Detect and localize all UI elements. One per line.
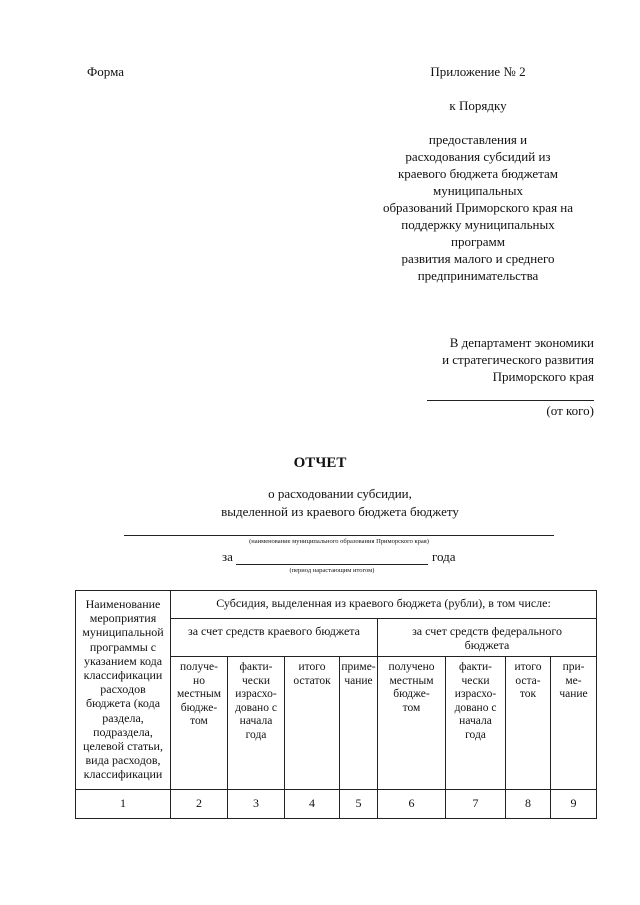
report-subtitle: о расходовании субсидии,: [268, 486, 412, 501]
order-line: образований Приморского края на: [382, 200, 574, 215]
col-balance-federal: итого оста- ток: [506, 657, 551, 790]
to-order: к Порядку: [449, 98, 507, 113]
order-line: поддержку муниципальных: [401, 217, 555, 232]
regional-budget-header: за счет средств краевого бюджета: [171, 619, 378, 657]
column-number: 1: [76, 790, 171, 819]
addressee-line: Приморского края: [492, 369, 594, 384]
column-number: 3: [228, 790, 285, 819]
order-line: предоставления и: [428, 132, 528, 147]
period-prefix: за: [222, 549, 233, 564]
order-line: муниципальных: [432, 183, 523, 198]
from-whom-caption: (от кого): [546, 403, 594, 418]
addressee-line: В департамент экономики: [449, 335, 594, 350]
column-number: 7: [446, 790, 506, 819]
column-numbers-row: [76, 790, 597, 819]
order-line: развития малого и среднего: [401, 251, 555, 266]
addressee-line: и стратегического развития: [442, 352, 594, 367]
sender-blank-line: [427, 400, 594, 401]
subsidy-header: Субсидия, выделенная из краевого бюджета (рубли), в том числе:: [171, 591, 597, 619]
col-received-federal: получено местным бюдже- том: [378, 657, 446, 790]
column-number: 4: [285, 790, 340, 819]
col-note-federal: при- ме- чание: [551, 657, 597, 790]
col-spent-regional: факти- чески израсхо- довано с начала года: [228, 657, 285, 790]
measure-name-header: Наименование мероприятия муниципальной программы с указанием кода классификации расходов бюджета (кода раздела, подраздела, целевой статьи, вида расходов, классификации: [76, 591, 171, 790]
federal-budget-header: за счет средств федерального бюджета: [378, 619, 597, 657]
municipality-blank-line: [124, 535, 554, 536]
column-number: 6: [378, 790, 446, 819]
report-table: [75, 590, 596, 818]
report-subtitle: выделенной из краевого бюджета бюджету: [221, 504, 459, 519]
order-line: программ: [450, 234, 505, 249]
column-number: 8: [506, 790, 551, 819]
appendix-number: Приложение № 2: [430, 64, 526, 79]
order-line: предпринимательства: [417, 268, 539, 283]
municipality-caption: (наименование муниципального образования Приморского края): [249, 538, 429, 545]
col-spent-federal: факти- чески израсхо- довано с начала года: [446, 657, 506, 790]
col-balance-regional: итого остаток: [285, 657, 340, 790]
order-line: расходования субсидий из: [405, 149, 551, 164]
column-number: 9: [551, 790, 597, 819]
report-title: ОТЧЕТ: [293, 455, 347, 471]
form-label: Форма: [87, 64, 124, 79]
period-suffix: года: [432, 549, 456, 564]
order-line: краевого бюджета бюджетам: [397, 166, 559, 181]
col-note-regional: приме- чание: [340, 657, 378, 790]
column-number: 5: [340, 790, 378, 819]
period-caption: (период нарастающим итогом): [289, 567, 375, 574]
col-received-regional: получе- но местным бюдже- том: [171, 657, 228, 790]
column-number: 2: [171, 790, 228, 819]
period-blank-line: [236, 564, 428, 565]
